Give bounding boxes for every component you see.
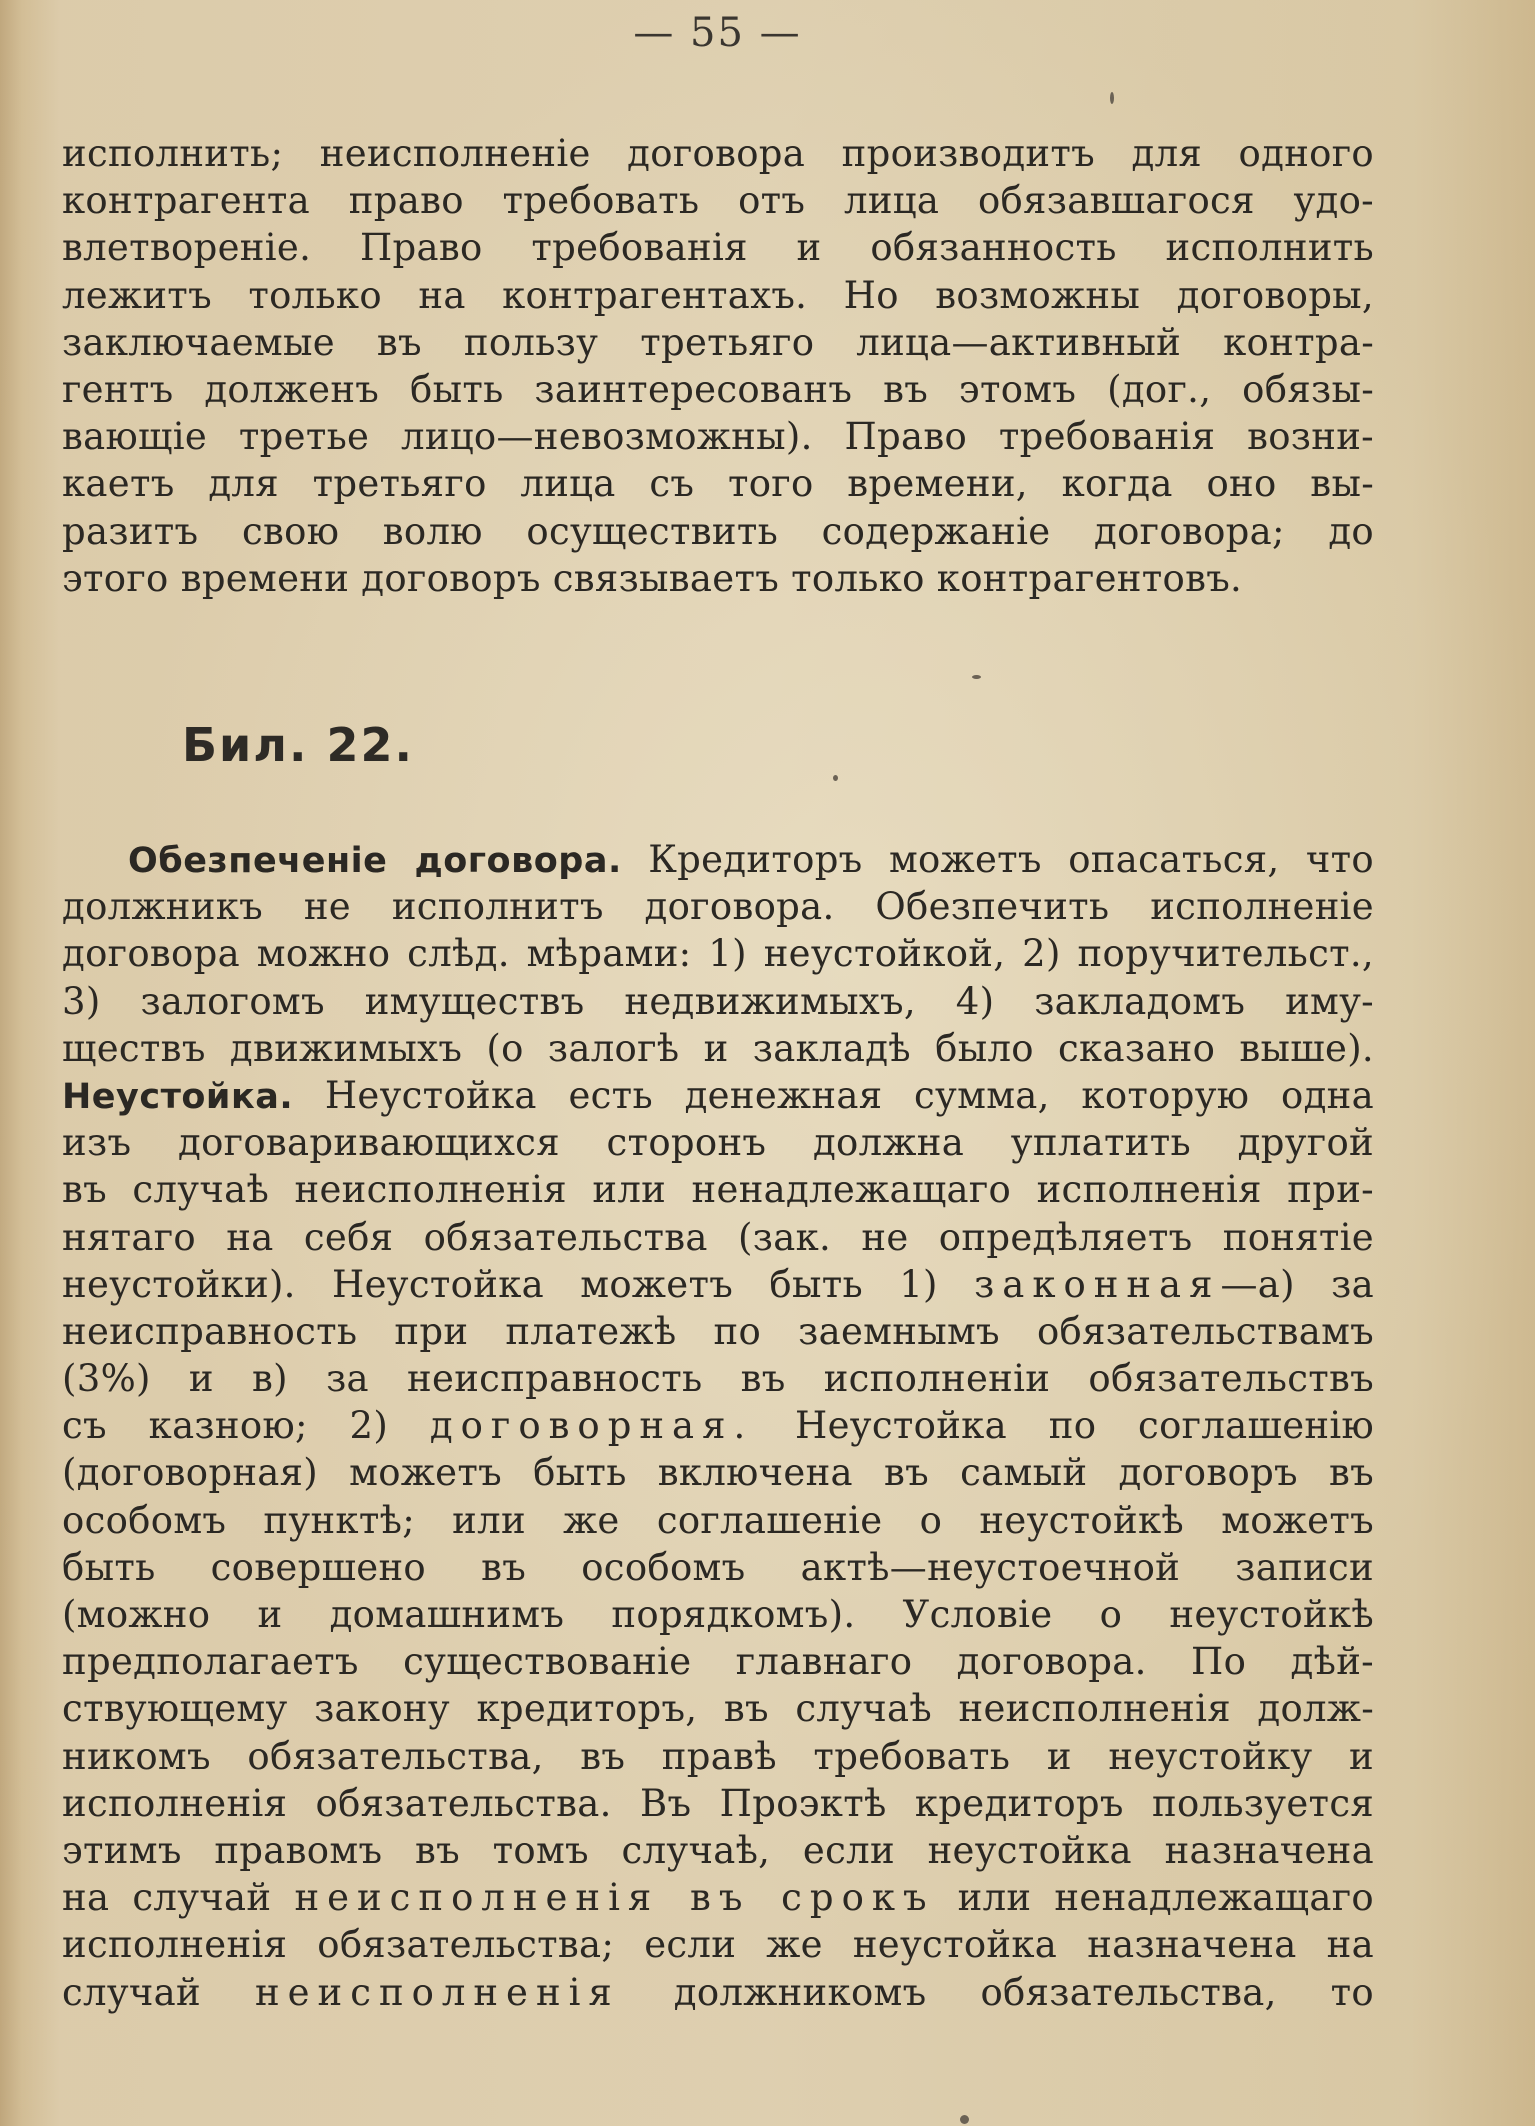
- text-line: [62, 1402, 1374, 1449]
- ticket-heading: Бил. 22.: [182, 718, 414, 772]
- text-line: изъ договаривающихся сторонъ должна уплатить другой: [62, 1121, 1374, 1165]
- text-line: каетъ для третьяго лица съ того времени, когда оно вы-: [62, 462, 1374, 506]
- paper-speck: [960, 2115, 969, 2124]
- main-section: [62, 836, 1374, 2016]
- text-line: гентъ долженъ быть заинтересованъ въ этомъ (дог., обязы-: [62, 367, 1374, 411]
- text-line: [62, 1969, 1374, 2016]
- spaced-term: неисполненія: [255, 1970, 620, 2014]
- text-line: [62, 1261, 1374, 1308]
- spaced-term: неисполненія въ срокъ: [294, 1876, 935, 1920]
- text-line: контрагента право требовать отъ лица обязавшагося удо-: [62, 179, 1374, 223]
- spaced-term: законная: [974, 1262, 1221, 1306]
- text-line: заключаемые въ пользу третьяго лица—активный контра-: [62, 320, 1374, 364]
- text-line: неисправность при платежѣ по заемнымъ обязательствамъ: [62, 1309, 1374, 1353]
- text-line: нятаго на себя обязательства (зак. не опредѣляетъ понятіе: [62, 1215, 1374, 1259]
- text-line: (3%) и в) за неисправность въ исполненіи обязательствъ: [62, 1357, 1374, 1401]
- text-line: исполненія обязательства; если же неустойка назначена на: [62, 1923, 1374, 1967]
- text-line: быть совершено въ особомъ актѣ—неустоечной записи: [62, 1545, 1374, 1589]
- paper-speck: [972, 675, 981, 679]
- text-fragment: съ казною; 2): [62, 1404, 430, 1448]
- text-line: должникъ не исполнитъ договора. Обезпечить исполненіе: [62, 885, 1374, 929]
- text-fragment: случай: [62, 1970, 255, 2014]
- paper-speck: [1110, 92, 1114, 104]
- text-fragment: Неустойка есть денежная сумма, которую одна: [293, 1073, 1374, 1117]
- text-line: лежитъ только на контрагентахъ. Но возможны договоры,: [62, 273, 1374, 317]
- text-fragment: должникомъ обязательства, то: [619, 1970, 1374, 2014]
- text-line: вающіе третье лицо—невозможны). Право требованія возни-: [62, 415, 1374, 459]
- text-line: исполненія обязательства. Въ Проэктѣ кредиторъ пользуется: [62, 1781, 1374, 1825]
- top-paragraph: [62, 130, 1374, 602]
- paper-speck: [833, 775, 838, 781]
- text-line: предполагаетъ существованіе главнаго договора. По дѣй-: [62, 1640, 1374, 1684]
- text-line: 3) залогомъ имуществъ недвижимыхъ, 4) закладомъ иму-: [62, 979, 1374, 1023]
- text-line: разитъ свою волю осуществить содержаніе договора; до: [62, 509, 1374, 553]
- text-fragment: на случай: [62, 1876, 295, 1920]
- text-line: влетвореніе. Право требованія и обязанность исполнить: [62, 226, 1374, 270]
- text-line: [62, 1874, 1374, 1921]
- text-line: договора можно слѣд. мѣрами: 1) неустойкой, 2) поручительст.,: [62, 932, 1374, 976]
- text-fragment: неустойки). Неустойка можетъ быть 1): [62, 1262, 975, 1306]
- text-line: исполнить; неисполненіе договора производитъ для одного: [62, 132, 1374, 175]
- term-heading: Обезпеченіе договора.: [128, 841, 622, 881]
- text-fragment: Кредиторъ можетъ опасаться, что: [621, 838, 1374, 881]
- text-line: никомъ обязательства, въ правѣ требовать и неустойку и: [62, 1734, 1374, 1778]
- text-line: (можно и домашнимъ порядкомъ). Условіе о неустойкѣ: [62, 1593, 1374, 1636]
- text-line: ществъ движимыхъ (о залогѣ и закладѣ было сказано выше).: [62, 1026, 1374, 1070]
- spaced-term: договорная.: [429, 1404, 754, 1448]
- text-fragment: Неустойка по соглашенію: [753, 1404, 1374, 1448]
- text-line: [62, 1072, 1374, 1119]
- page-number: — 55 —: [633, 10, 802, 56]
- text-line: въ случаѣ неисполненія или ненадлежащаго исполненія при-: [62, 1168, 1374, 1212]
- text-line: этимъ правомъ въ томъ случаѣ, если неустойка назначена: [62, 1828, 1374, 1872]
- text-line: особомъ пунктѣ; или же соглашеніе о неустойкѣ можетъ: [62, 1498, 1374, 1542]
- text-line: этого времени договоръ связываетъ только контрагентовъ.: [62, 556, 1243, 600]
- text-line: [62, 836, 1374, 883]
- text-line: ствующему закону кредиторъ, въ случаѣ неисполненія долж-: [62, 1687, 1374, 1731]
- text-fragment: —а) за: [1220, 1262, 1375, 1306]
- text-fragment: или ненадлежащаго: [934, 1876, 1374, 1920]
- text-line: (договорная) можетъ быть включена въ самый договоръ въ: [62, 1451, 1374, 1495]
- term-heading: Неустойка.: [62, 1076, 294, 1117]
